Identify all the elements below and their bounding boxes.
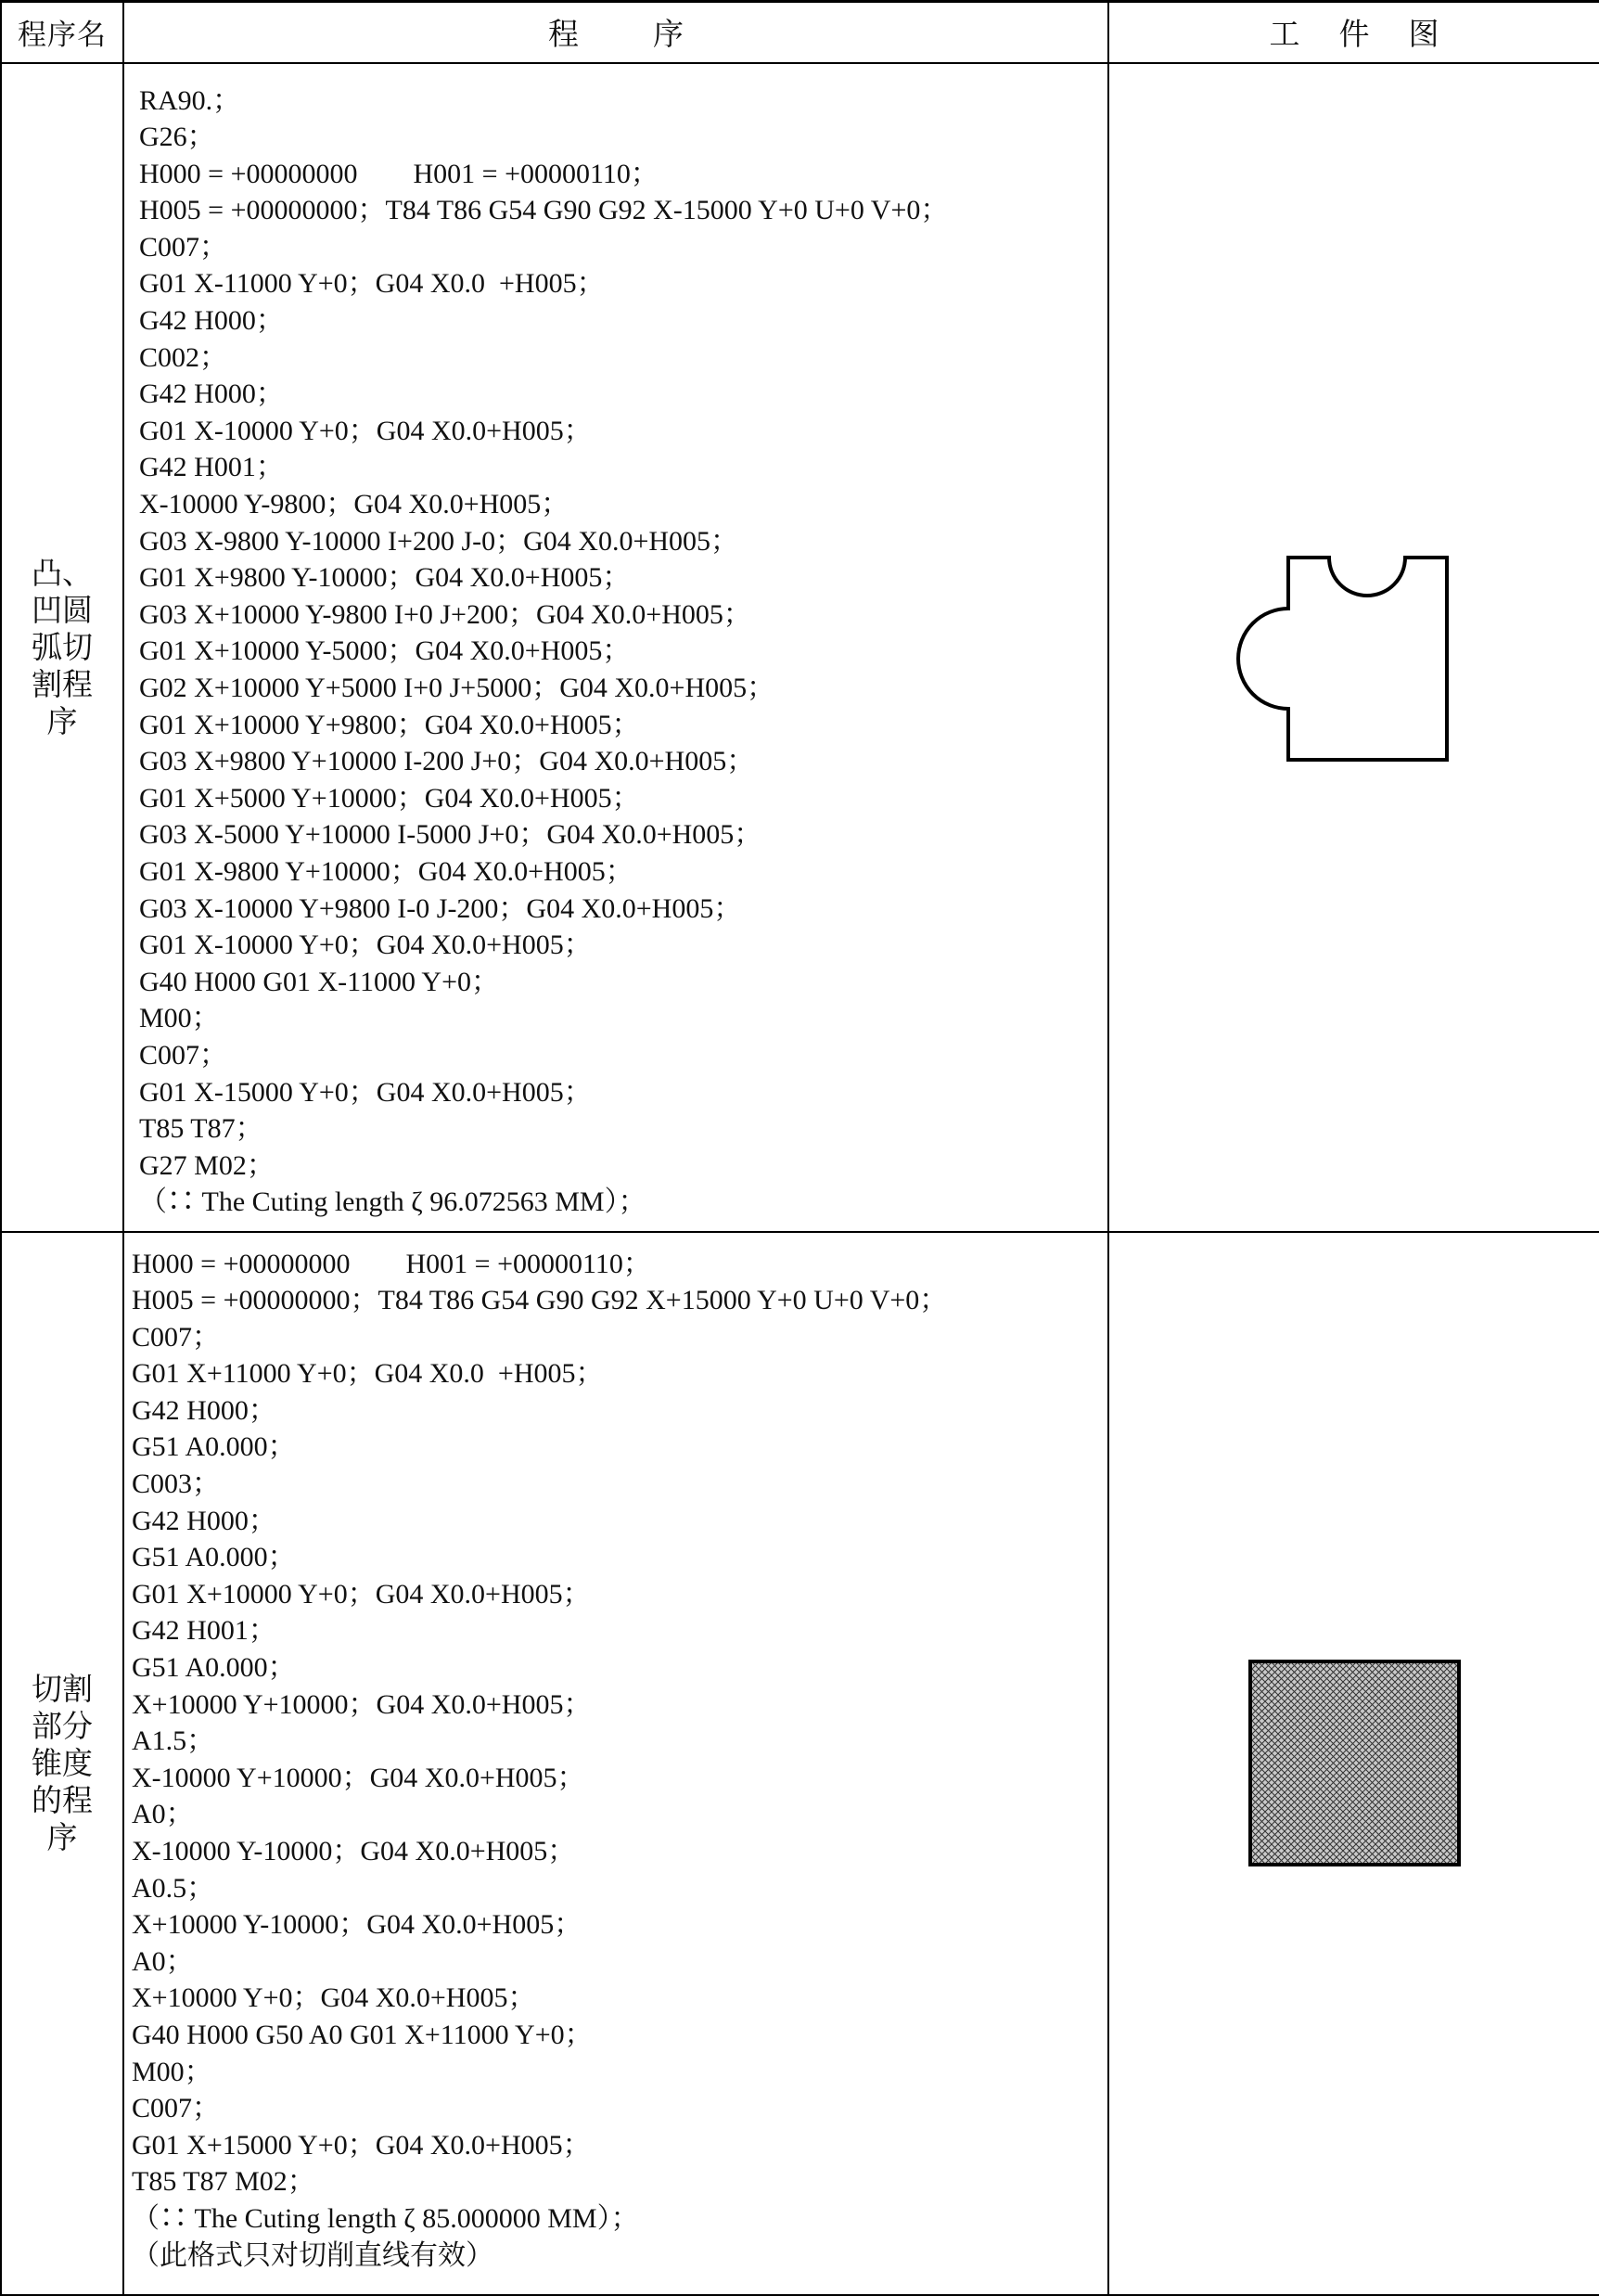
code-line: X+10000 Y-10000；G04 X0.0+H005； (132, 1909, 582, 1941)
code-line: G01 X+11000 Y+0；G04 X0.0 +H005； (132, 1358, 604, 1390)
code-line: C007； (132, 1321, 221, 1353)
header-program: 程序 (123, 2, 1108, 63)
code-line: G51 A0.000； (132, 1542, 296, 1573)
program-code-taper (124, 1233, 1107, 2275)
code-line: T85 T87 M02； (132, 2166, 315, 2198)
code-line: G01 X+10000 Y+0；G04 X0.0+H005； (132, 1578, 591, 1610)
code-line: G03 X+9800 Y+10000 I-200 J+0；G04 X0.0+H005； (139, 746, 755, 777)
taper-workpiece-drawing (1109, 1578, 1599, 1949)
header-workpiece-figure: 工件图 (1108, 2, 1599, 63)
code-line: G51 A0.000； (132, 1652, 296, 1684)
code-line: C007； (139, 1039, 228, 1071)
workpiece-figure-cell (1108, 63, 1599, 1232)
code-line: G03 X-9800 Y-10000 I+200 J-0；G04 X0.0+H005； (139, 525, 739, 557)
table-header-row (1, 2, 1599, 63)
code-line: G40 H000 G50 A0 G01 X+11000 Y+0； (132, 2019, 593, 2050)
code-line: C007； (132, 2093, 221, 2124)
code-line: G42 H001； (139, 452, 284, 483)
code-line: G01 X+5000 Y+10000；G04 X0.0+H005； (139, 782, 640, 814)
code-line: A0.5； (132, 1872, 215, 1904)
code-line: H000 = +00000000 H001 = +00000110； (132, 1248, 651, 1279)
program-name-arc: 凸、凹圆弧切割程序 (32, 554, 93, 739)
code-line: T85 T87； (139, 1113, 263, 1145)
code-line: G02 X+10000 Y+5000 I+0 J+5000；G04 X0.0+H005； (139, 673, 775, 703)
code-line: RA90.； (139, 84, 241, 116)
program-code-cell (123, 63, 1108, 1232)
code-line: G42 H000； (139, 305, 284, 337)
code-line: A1.5； (132, 1725, 215, 1757)
code-line: G03 X-10000 Y+9800 I-0 J-200；G04 X0.0+H005； (139, 892, 742, 924)
code-line: M00； (139, 1003, 220, 1034)
code-line: A0； (132, 1945, 194, 1977)
code-line: G42 H000； (139, 378, 284, 410)
code-line: G01 X+15000 Y+0；G04 X0.0+H005； (132, 2129, 591, 2161)
code-line: X+10000 Y+10000；G04 X0.0+H005； (132, 1688, 592, 1720)
code-line: G27 M02； (139, 1149, 275, 1181)
code-line: C003； (132, 1469, 221, 1500)
code-line: G42 H001； (132, 1615, 276, 1647)
program-code-arc (124, 64, 1107, 1221)
taper-workpiece-square (1250, 1661, 1459, 1865)
program-name-taper: 切割部分锥度的程序 (32, 1670, 93, 1855)
code-line: H000 = +00000000 H001 = +00000110； (139, 158, 659, 189)
code-line: G01 X-10000 Y+0；G04 X0.0+H005； (139, 930, 592, 961)
program-name-cell (1, 1232, 123, 2295)
code-line: G51 A0.000； (132, 1431, 296, 1463)
code-line: A0； (132, 1799, 194, 1830)
code-line: G01 X-9800 Y+10000；G04 X0.0+H005； (139, 855, 633, 887)
code-line: G01 X-11000 Y+0；G04 X0.0 +H005； (139, 268, 605, 300)
code-line: C002； (139, 341, 228, 373)
workpiece-figure-cell (1108, 1232, 1599, 2295)
code-line: G01 X+9800 Y-10000；G04 X0.0+H005； (139, 562, 631, 594)
code-line: H005 = +00000000；T84 T86 G54 G90 G92 X-15000 Y+0 U+0 V+0； (139, 195, 949, 226)
code-line: G40 H000 G01 X-11000 Y+0； (139, 966, 500, 997)
arc-workpiece-drawing (1109, 462, 1599, 833)
table-row (1, 1232, 1599, 2295)
code-line: G01 X-15000 Y+0；G04 X0.0+H005； (139, 1076, 592, 1108)
code-line: G42 H000； (132, 1505, 276, 1536)
code-line: C007； (139, 231, 228, 263)
code-line: G01 X+10000 Y-5000；G04 X0.0+H005； (139, 635, 631, 667)
code-line: X-10000 Y+10000；G04 X0.0+H005； (132, 1762, 585, 1793)
header-program-name: 程序名 (1, 2, 123, 63)
program-name-cell (1, 63, 123, 1232)
program-code-cell (123, 1232, 1108, 2295)
code-line: H005 = +00000000；T84 T86 G54 G90 G92 X+15000 Y+0 U+0 V+0； (132, 1285, 948, 1316)
code-line: X+10000 Y+0；G04 X0.0+H005； (132, 1982, 536, 2014)
code-line: G42 H000； (132, 1394, 276, 1426)
code-line: X-10000 Y-9800；G04 X0.0+H005； (139, 489, 569, 520)
table-row (1, 63, 1599, 1232)
code-line: X-10000 Y-10000；G04 X0.0+H005； (132, 1836, 576, 1866)
code-line: （∷ The Cuting length ζ 85.000000 MM）； (132, 2202, 639, 2234)
code-line: （∷ The Cuting length ζ 96.072563 MM）； (139, 1186, 646, 1218)
code-line: G26； (139, 122, 215, 153)
code-line: （此格式只对切削直线有效） (132, 2239, 493, 2271)
arc-workpiece-outline (1238, 558, 1447, 760)
code-line: G03 X-5000 Y+10000 I-5000 J+0；G04 X0.0+H005； (139, 819, 762, 851)
code-line: G01 X+10000 Y+9800；G04 X0.0+H005； (139, 709, 640, 740)
code-line: M00； (132, 2056, 212, 2087)
code-line: G03 X+10000 Y-9800 I+0 J+200；G04 X0.0+H005； (139, 598, 751, 630)
code-line: G01 X-10000 Y+0；G04 X0.0+H005； (139, 415, 592, 446)
